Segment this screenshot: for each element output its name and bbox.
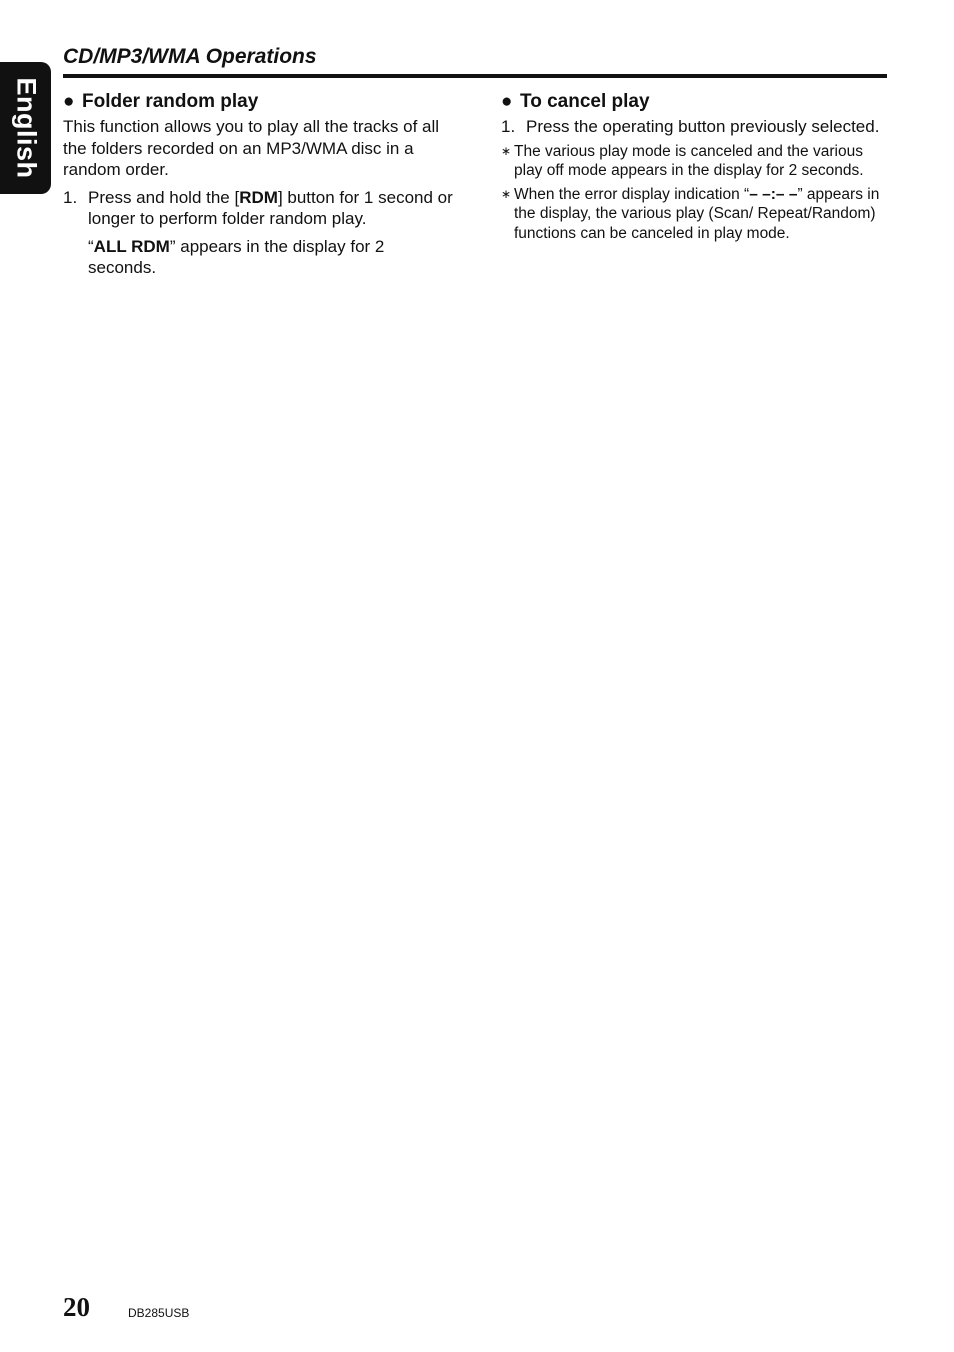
note-item (501, 142, 891, 181)
asterisk-icon: ∗ (501, 186, 512, 201)
step-text (88, 187, 453, 230)
step-item (63, 187, 453, 230)
step-number: 1. (63, 187, 78, 207)
note-text (514, 185, 891, 244)
heading-text: Folder random play (82, 91, 259, 112)
rdm-label: RDM (239, 187, 278, 207)
header-rule (63, 74, 887, 78)
step-text-pre: Press and hold the [ (88, 187, 240, 207)
display-note (88, 236, 453, 279)
quote-open: “ (88, 236, 94, 256)
right-column (501, 90, 891, 243)
folder-random-heading (63, 90, 453, 114)
note-text: The various play mode is canceled and the various play off mode appears in the display for 2 seconds. (514, 142, 864, 179)
note-text-pre: When the error display indication “ (514, 185, 750, 203)
step-text-post: ] button for 1 second or longer to perform folder random play. (88, 187, 453, 228)
section-title: CD/MP3/WMA Operations (63, 45, 317, 68)
step-number: 1. (501, 117, 516, 136)
language-tab-label: English (11, 77, 41, 179)
model-number: DB285USB (128, 1306, 190, 1320)
cancel-play-heading (501, 90, 891, 114)
intro-paragraph: This function allows you to play all the tracks of all the folders recorded on an MP3/WMA disc in a random order. (63, 117, 440, 179)
error-indication: – –:– – (749, 185, 798, 203)
left-column (63, 90, 453, 279)
note-text-post: ” appears in the display, the various play (Scan/ Repeat/Random) functions can be canceled in play mode. (514, 185, 880, 242)
heading-text: To cancel play (520, 91, 650, 112)
step-item (501, 116, 891, 138)
bullet-icon: ● (501, 91, 513, 112)
display-note-text: ” appears in the display for 2 seconds. (88, 236, 385, 277)
all-rdm-label: ALL RDM (93, 236, 170, 256)
asterisk-icon: ∗ (501, 143, 512, 158)
page-number: 20 (63, 1292, 90, 1322)
language-tab (0, 62, 51, 194)
step-text: Press the operating button previously selected. (526, 117, 880, 136)
note-item (501, 185, 891, 244)
bullet-icon: ● (63, 91, 75, 112)
